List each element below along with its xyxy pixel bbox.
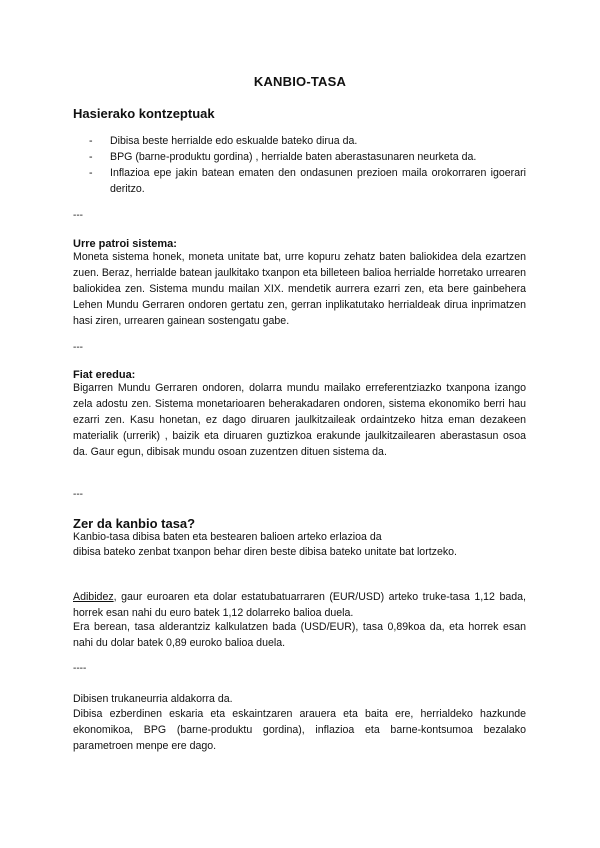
bullet-marker: -	[89, 150, 93, 163]
separator: ---	[73, 489, 83, 500]
list-item-text: Dibisa beste herrialde edo eskualde bateko dirua da.	[110, 135, 358, 147]
example-inverse-paragraph: Era berean, tasa alderantziz kalkulatzen bada (USD/EUR), tasa 0,89koa da, eta horrek esan nahi du dolar batek 0,89 euroko balioa duela.	[73, 621, 526, 649]
separator: ----	[73, 663, 87, 674]
list-item	[73, 134, 526, 150]
list-item	[73, 166, 526, 198]
list-item	[73, 150, 526, 166]
closing-paragraph: Dibisa ezberdinen eskaria eta eskaintzaren arauera eta baita ere, herrialdeko hazkunde ekonomikoa, BPG (barne-produktu gordina), inflazioa eta barne-kontsumoa bezalako parametroen menpe ere dago.	[73, 708, 526, 752]
section-heading-fiat: Fiat eredua:	[73, 369, 136, 381]
example-paragraph	[73, 590, 526, 622]
list-item-text: Inflazioa epe jakin batean ematen den ondasunen prezioen maila orokorraren igoerari deritzo.	[110, 166, 526, 195]
concepts-list	[73, 134, 526, 198]
separator: ---	[73, 342, 83, 353]
section-heading-gold-standard: Urre patroi sistema:	[73, 238, 177, 250]
section-heading-concepts: Hasierako kontzeptuak	[73, 106, 215, 121]
example-label: Adibidez	[73, 591, 114, 603]
bullet-marker: -	[89, 135, 93, 147]
definition-line-1: Kanbio-tasa dibisa baten eta bestearen balioen arteko erlazioa da	[73, 531, 382, 543]
example-text: , gaur euroaren eta dolar estatubatuarraren (EUR/USD) arteko truke-tasa 1,12 bada, horrek esan nahi du euro batek 1,12 dolarreko balioa duela.	[73, 591, 526, 619]
list-item-text: BPG (barne-produktu gordina) , herrialde baten aberastasunaren neurketa da.	[110, 150, 477, 163]
gold-standard-paragraph: Moneta sistema honek, moneta unitate bat, urre kopuru zehatz baten baliokidea dela ezartzen zuen. Beraz, herrialde batean jaulkitako txanpon eta billeteen balioa herrialde horretako urrearen baliokidea zen. Sistema mundu mailan XIX. mendetik aurrera ezarri zen, eta bere gainbehera Lehen Mundu Gerraren ondoren gertatu zen, gerran inplikatutako herrialdeak dirua inprimatzen hasi ziren, urrearen gainean sostengatu gabe.	[73, 251, 526, 327]
definition-line-2: dibisa bateko zenbat txanpon behar diren beste dibisa bateko unitate bat lortzeko.	[73, 546, 457, 558]
section-heading-exchange-rate: Zer da kanbio tasa?	[73, 516, 196, 531]
page-title: KANBIO-TASA	[253, 74, 347, 89]
separator: ---	[73, 210, 83, 221]
fiat-paragraph: Bigarren Mundu Gerraren ondoren, dolarra mundu mailako erreferentziazko txanpona izango zela adostu zen. Sistema monetarioaren beherakadaren ondoren, sistema ekonomiko berri hau ezarri zen. Kasu honetan, ez dago diruaren jaulkitzaileak ordaintzeko hitza eman dezakeen materialik (urrerik) , baizik eta diruaren guztizkoa erakunde jaulkitzailearen aberastasun osoa da. Gaur egun, dibisak mundu osoan zuzentzen dituen sistema da.	[73, 382, 526, 458]
bullet-marker: -	[89, 166, 93, 179]
closing-line: Dibisen trukaneurria aldakorra da.	[73, 693, 233, 705]
